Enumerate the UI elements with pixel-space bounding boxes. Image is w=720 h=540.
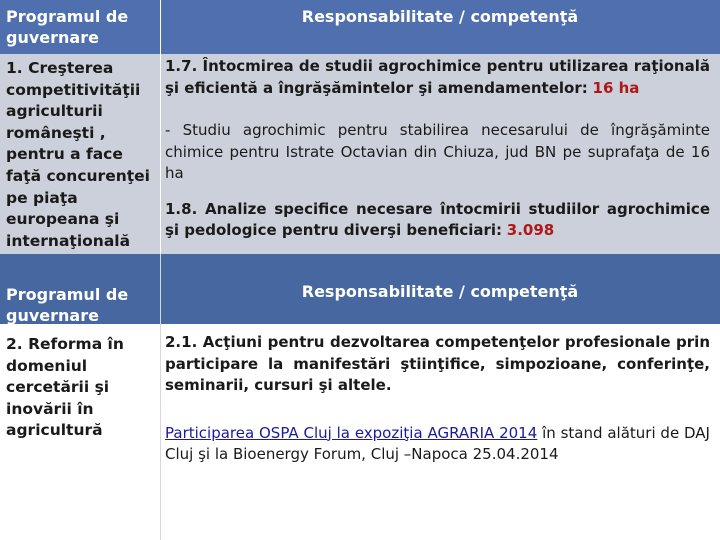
item-1-8 bbox=[165, 199, 710, 242]
item-1-7-detail: - Studiu agrochimic pentru stabilirea necesarului de îngrăşăminte chimice pentru Istrate Octavian din Chiuza, jud BN pe suprafaţa de 16 ha bbox=[165, 121, 710, 182]
bottom-header-responsibility: Responsabilitate / competenţă bbox=[160, 254, 720, 324]
top-program-name: 1. Creşterea competitivităţii agriculturii româneşti , pentru a face faţă concurenţei pe piaţa europeana şi internaţională bbox=[6, 59, 150, 250]
agraria-2014-link[interactable]: Participarea OSPA Cluj la expoziţia AGRARIA 2014 bbox=[165, 423, 538, 442]
bottom-header-program: Programul de guvernare bbox=[0, 254, 160, 324]
item-1-8-value: 3.098 bbox=[506, 221, 555, 239]
item-2-1-title: 2.1. Acţiuni pentru dezvoltarea competenţelor profesionale prin participare la manifestări ştiinţifice, simpozioane, conferinţe, seminarii, cursuri şi altele. bbox=[165, 333, 710, 394]
top-responsibility-cell bbox=[165, 56, 710, 242]
item-1-7-title: 1.7. Întocmirea de studii agrochimice pentru utilizarea raţională şi eficientă a îngrăşămintelor şi amendamentelor: bbox=[165, 57, 710, 97]
item-1-8-title: 1.8. Analize specifice necesare întocmirii studiilor agrochimice şi pedologice pentru diverşi beneficiari: bbox=[165, 199, 710, 239]
item-2-1-participation bbox=[165, 423, 710, 466]
bottom-table bbox=[0, 254, 720, 540]
item-1-7 bbox=[165, 56, 710, 99]
bottom-responsibility-cell bbox=[165, 332, 710, 466]
top-header-responsibility: Responsabilitate / competenţă bbox=[160, 0, 720, 54]
bottom-program-name: 2. Reforma în domeniul cercetării şi inovării în agricultură bbox=[6, 335, 124, 440]
bottom-column-divider bbox=[160, 254, 161, 540]
participation-details: în stand alături de DAJ Cluj şi la Bioenergy Forum, Cluj –Napoca 25.04.2014 bbox=[165, 423, 710, 463]
top-column-divider bbox=[160, 0, 161, 262]
top-table bbox=[0, 0, 720, 262]
top-header-program: Programul de guvernare bbox=[0, 0, 160, 54]
item-1-7-value: 16 ha bbox=[592, 78, 640, 97]
